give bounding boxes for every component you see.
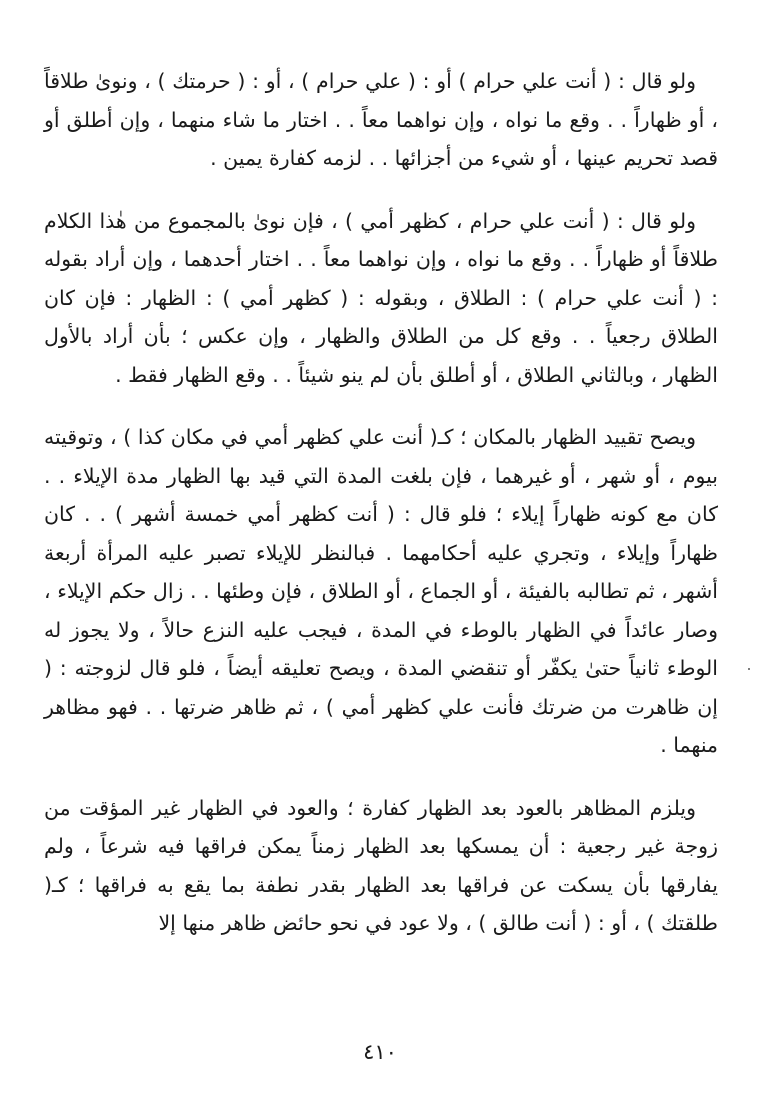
page-body	[44, 62, 718, 943]
paragraph-4: ويلزم المظاهر بالعود بعد الظهار كفارة ؛ والعود في الظهار غير المؤقت من زوجة غير رجعية : أن يمسكها بعد الظهار زمناً يمكن فراقها فيه شرعاً ، ولم يفارقها بأن يسكت عن فراقها بعد الظهار بقدر نطفة بما يقع به فراقها ؛ كـ( طلقتك ) ، أو : ( أنت طالق ) ، ولا عود في نحو حائض ظاهر منها إلا	[44, 795, 718, 935]
paragraph-2: ولو قال : ( أنت علي حرام ، كظهر أمي ) ، فإن نوىٰ بالمجموع من هٰذا الكلام طلاقاً أو ظهاراً . . وقع ما نواه ، وإن نواهما معاً . . اختار أحدهما ، وإن أراد بقوله : ( أنت علي حرام ) : الطلاق ، وبقوله : ( كظهر أمي ) : الظهار : فإن كان الطلاق رجعياً . . وقع كل من الطلاق والظهار ، وإن عكس ؛ بأن أراد بالأول الظهار ، وبالثاني الطلاق ، أو أطلق بأن لم ينو شيئاً . . وقع الظهار فقط .	[44, 208, 718, 387]
paragraph-3: ويصح تقييد الظهار بالمكان ؛ كـ( أنت علي كظهر أمي في مكان كذا ) ، وتوقيته بيوم ، أو شهر ، أو غيرهما ، فإن بلغت المدة التي قيد بها الظهار مدة الإيلاء . . كان مع كونه ظهاراً إيلاء ؛ فلو قال : ( أنت كظهر أمي خمسة أشهر ) . . كان ظهاراً وإيلاء ، وتجري عليه أحكامهما . فبالنظر للإيلاء تصبر عليه المرأة أربعة أشهر ، ثم تطالبه بالفيئة ، أو الجماع ، أو الطلاق ، فإن وطئها . . زال حكم الإيلاء ، وصار عائداً في الظهار بالوطء في المدة ، فيجب عليه النزع حالاً ، ولا يجوز له الوطء ثانياً حتىٰ يكفّر أو تنقضي المدة ، ويصح تعليقه أيضاً ، فلو قال لزوجته : ( إن ظاهرت من ضرتك فأنت علي كظهر أمي ) ، ثم ظاهر ضرتها . . فهو مظاهر منهما .	[44, 425, 718, 757]
margin-speck	[748, 668, 750, 670]
paragraph-1: ولو قال : ( أنت علي حرام ) أو : ( علي حرام ) ، أو : ( حرمتك ) ، ونوىٰ طلاقاً ، أو ظهاراً . . وقع ما نواه ، وإن نواهما معاً . . اختار ما شاء منهما ، وإن أطلق أو قصد تحريم عينها ، أو شيء من أجزائها . . لزمه كفارة يمين .	[44, 69, 718, 170]
page-number: ٤١٠	[363, 1040, 397, 1064]
